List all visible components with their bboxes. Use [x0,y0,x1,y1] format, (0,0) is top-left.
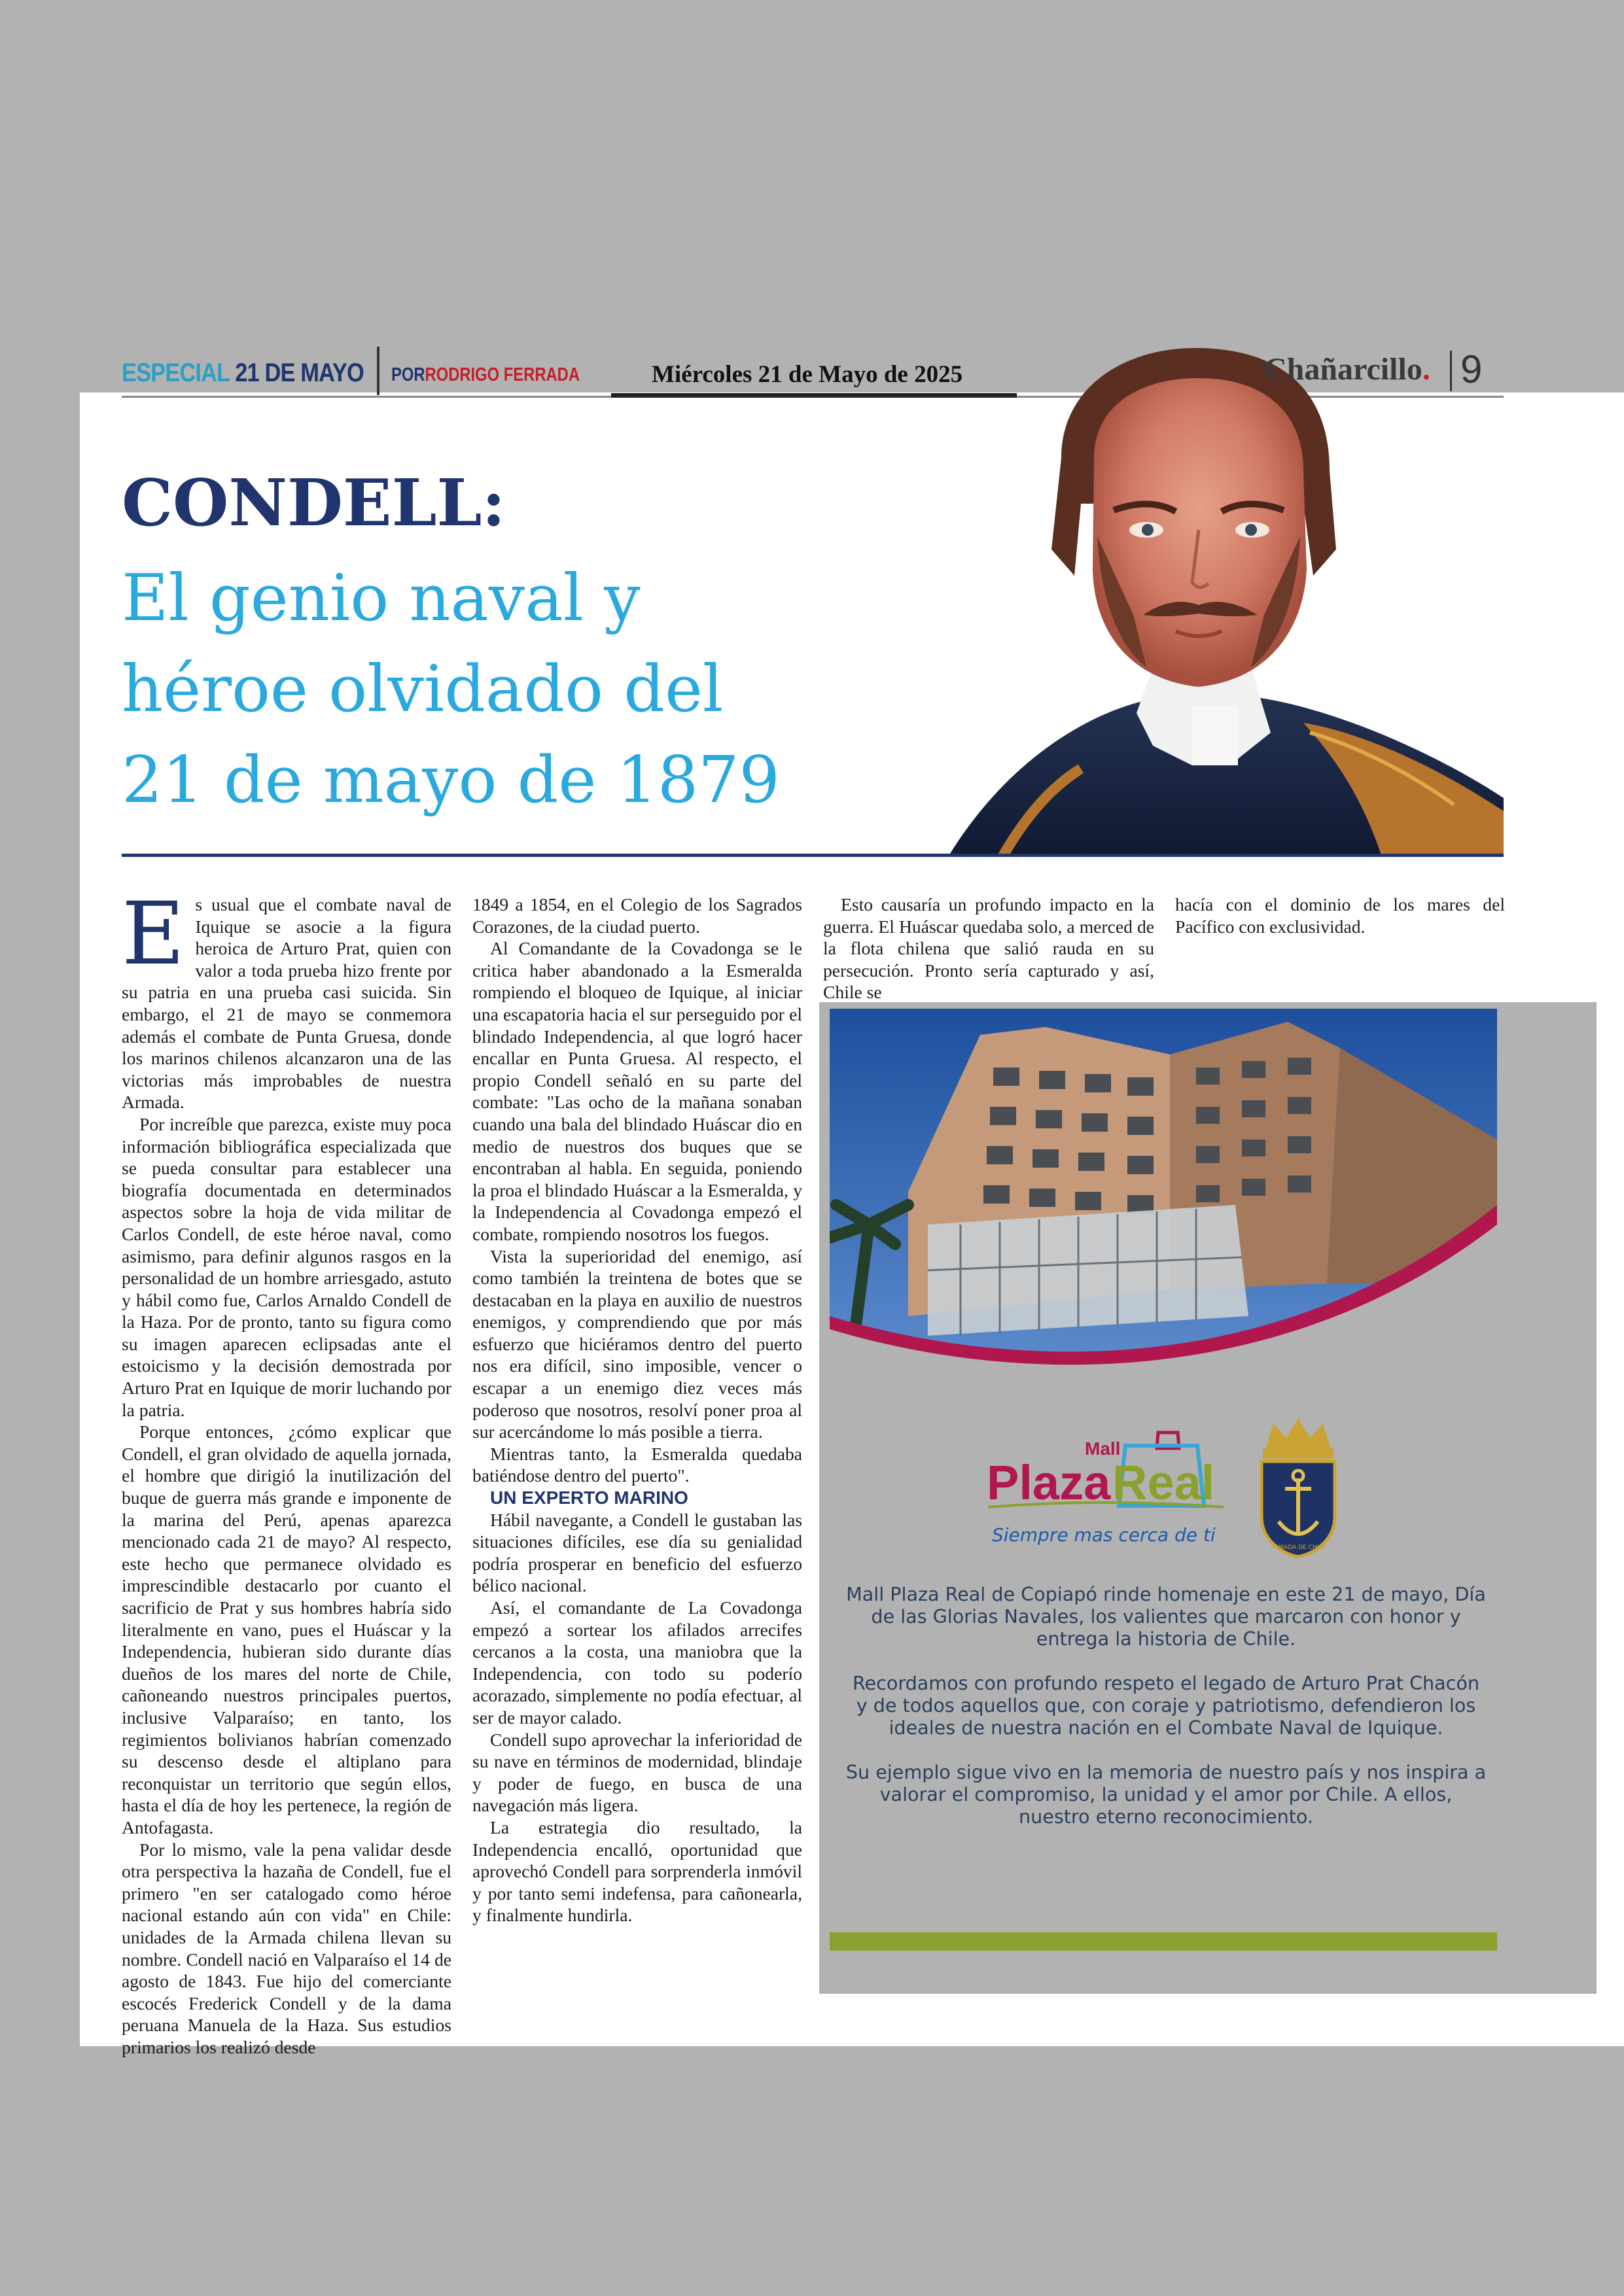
header-divider [1450,351,1452,391]
header-rule [122,396,611,398]
ad-green-bar [830,1932,1497,1951]
logo-real-text: Real [1112,1455,1215,1510]
ad-paragraph: Recordamos con profundo respeto el legado de Arturo Prat Chacón y de todos aquellos que, con coraje y patriotismo, defendieron los ideales de nuestra nación en el Combate Naval de Iquique. [852,1672,1480,1739]
ad-paragraph: Mall Plaza Real de Copiapó rinde homenaje en este 21 de mayo, Día de las Glorias Navales, los valientes que marcaron con honor y entrega la historia de Chile. [846,1583,1486,1650]
headline-rule [122,854,1504,857]
article-paragraph: Por lo mismo, vale la pena validar desde otra perspectiva la hazaña de Condell, fue el primero "en ser catalogado como héroe nacional estando aún con vida" en Chile: unidades de la Armada chilena llevan su nombre. Condell nació en Valparaíso el 14 de agosto de 1843. Fue hijo del comerciante escocés Frederick Condell y de la dama peruana Manuela de la Haza. Sus estudios primarios los realizó desde [122,1839,451,2057]
article-subhead: UN EXPERTO MARINO [490,1487,688,1508]
headline-sub-line: El genio naval y [122,561,641,636]
mall-plaza-real-logo [981,1421,1230,1552]
byline [391,364,580,386]
headline-sub-line: 21 de mayo de 1879 [122,743,780,818]
article-paragraph: Condell supo aprovechar la inferioridad de su nave en términos de modernidad, blindaje y poder de fuego, en busca de una navegación más ligera. [472,1729,802,1816]
drop-cap: E [122,884,185,984]
ad-message [844,1583,1488,1850]
article-paragraph: s usual que el combate naval de Iquique se asocie a la figura heroica de Arturo Prat, quien con valor a toda prueba hizo frente por su patria en una prueba casi suicida. Sin embargo, el 21 de mayo se conmemora además el combate de Punta Gruesa, donde los marinos chilenos alcanzaron una de las victorias más improbables de nuestra Armada. [122,894,451,1113]
article-paragraph: La estrategia dio resultado, la Independencia encalló, oportunidad que aprovechó Condell para sorprenderla inmóvil y por tanto semi indefensa, para cañonearla, y finalmente hundirla. [472,1817,802,1926]
article-column-4 [1175,894,1505,937]
byline-prefix: POR [391,364,425,385]
byline-author: RODRIGO FERRADA [425,364,580,385]
article-paragraph: Vista la superioridad del enemigo, así como también la treintena de botes que se destacaban en la playa en auxilio de nuestros enemigos, y comprendiendo que por más esfuerzo que hiciéramos dentro del puerto nos era difícil, sino imposible, vencer o escapar a un enemigo diez veces más poderoso que nosotros, resolví poner proa al sur acercándome lo más posible a tierra. [472,1245,802,1442]
section-label-b: 21 DE MAYO [235,358,364,387]
section-label-a: ESPECIAL [122,358,230,387]
building-photo [830,1009,1497,1387]
newspaper-logo [1264,351,1430,387]
newspaper-name: Chañarcillo [1264,352,1422,387]
article-column-3 [823,894,1154,1003]
article-paragraph: Hábil navegante, a Condell le gustaban las situaciones difíciles, ese día su genialidad podría prosperar en beneficio del esfuerzo bélico nacional. [472,1509,802,1596]
condell-portrait [885,340,1504,857]
headline-main: CONDELL: [122,466,506,541]
section-label [122,358,364,388]
seal-text: ARMADA DE CHILE [1270,1544,1326,1551]
article-paragraph: Así, el comandante de La Covadonga empezó a sortear los afilados arrecifes cercanos a la costa, una maniobra que la Independencia, con todo su poderío acorazado, simplemente no podía efectuar, al ser de mayor calado. [472,1597,802,1728]
article-paragraph: Al Comandante de la Covadonga se le critica haber abandonado a la Esmeralda rompiendo el bloqueo de Iquique, al iniciar una escapatoria hacia el sur perseguido por el blindado Independencia, al que logró hacer encallar en Punta Gruesa. Al respecto, el propio Condell señaló en su parte del combate: "Las ocho de la mañana sonaban cuando una bala del blindado Huáscar dio en medio de nuestros dos buques que se encontraban al habla. En seguida, poniendo la proa el blindado Huáscar a la Esmeralda, y la Independencia al Covadonga empezó el combate, rompiendo nosotros los fuegos. [472,938,802,1244]
article-paragraph: 1849 a 1854, en el Colegio de los Sagrados Corazones, de la ciudad puerto. [472,894,802,937]
logo-plaza-text: Plaza [987,1455,1111,1510]
armada-seal-icon [1254,1418,1343,1558]
logo-tagline: Siempre mas cerca de ti [992,1524,1216,1546]
article-paragraph: Porque entonces, ¿cómo explicar que Condell, el gran olvidado de aquella jornada, el hombre que dirigió la inutilización del buque de guerra más grande e imponente de la marina del Perú, apenas aparezca mencionado cada 21 de mayo? Al respecto, este hecho que permanece olvidado es imprescindible destacarlo por cuanto el sacrificio de Prat y sus hombres habría sido literalmente en vano, pues el Huáscar y la Independencia, hubieran sido durante días dueños de los mares del norte de Chile, cañoneando nuestros principales puertos, inclusive Valparaíso; en tanto, los regimientos bolivianos habrían comenzado su descenso desde el altiplano para reconquistar un territorio que según ellos, hasta el día de hoy les pertenece, la región de Antofagasta. [122,1421,451,1837]
ad-paragraph: Su ejemplo sigue vivo en la memoria de nuestro país y nos inspira a valorar el compromiso, la unidad y el amor por Chile. A ellos, nuestro eterno reconocimiento. [845,1761,1487,1828]
headline-sub-line: héroe olvidado del [122,652,724,727]
header-divider [377,347,380,395]
logo-mall-text: Mall [1085,1438,1121,1459]
article-column-2 [472,894,802,1926]
newspaper-dot: . [1422,352,1430,387]
article-column-1 [122,884,451,2058]
article-paragraph: hacía con el dominio de los mares del Pacífico con exclusividad. [1175,894,1505,937]
page-number: 9 [1460,347,1483,391]
article-paragraph: Esto causaría un profundo impacto en la guerra. El Huáscar quedaba solo, a merced de la flota chilena que salió rauda en su persecución. Pronto sería capturado y así, Chile se [823,894,1154,1003]
article-paragraph: Mientras tanto, la Esmeralda quedaba batiéndose dentro del puerto". [472,1443,802,1486]
headline-sub [122,553,780,826]
issue-date: Miércoles 21 de Mayo de 2025 [652,361,963,388]
article-paragraph: Por increíble que parezca, existe muy poca información bibliográfica especializada que se pueda consultar para establecer una biografía documentada en determinados aspectos sobre la hoja de vida militar de Carlos Condell, de este héroe naval, como asimismo, para definir algunos rasgos en la personalidad de un hombre arriesgado, astuto y hábil como fue, Carlos Arnaldo Condell de la Haza. Por de pronto, tanto su figura como su imagen aparecen eclipsadas ante el estoicismo y la decisión demostrada por Arturo Prat en Iquique de morir luchando por la patria. [122,1113,451,1420]
